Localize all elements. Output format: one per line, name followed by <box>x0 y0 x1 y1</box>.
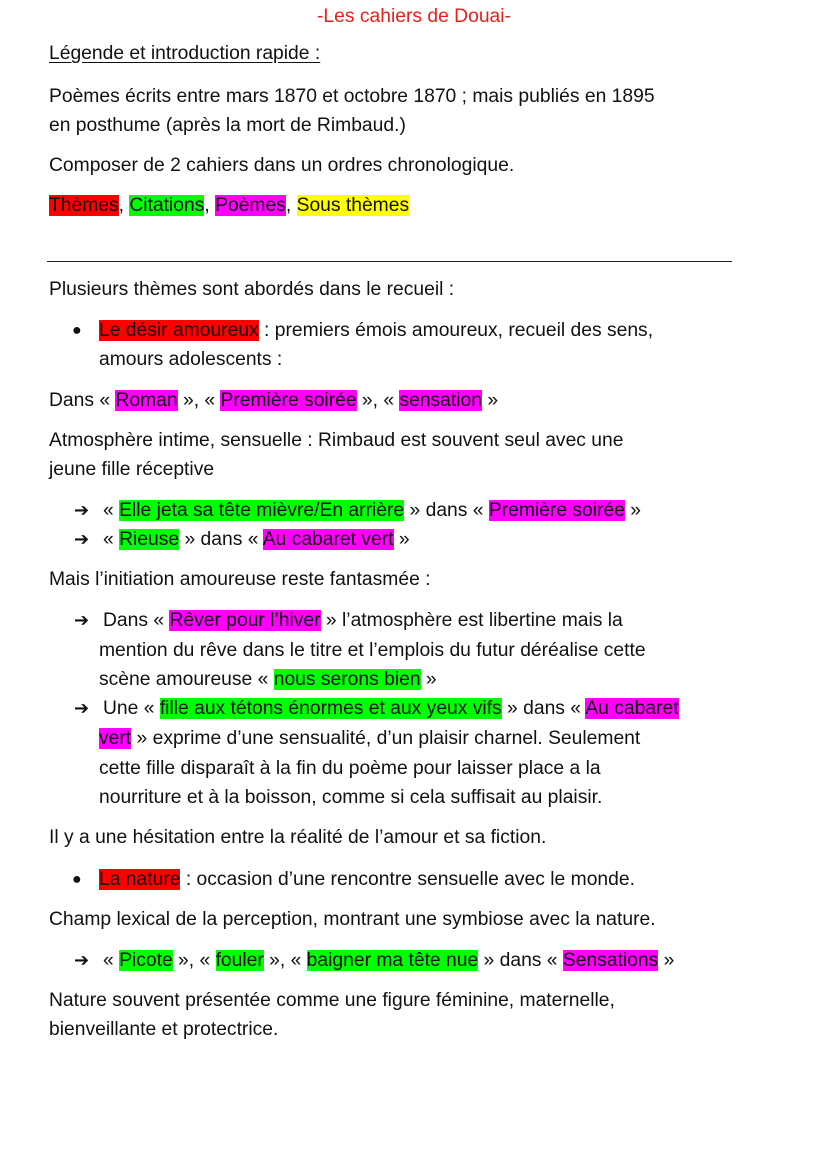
legend-sep: , <box>285 195 297 216</box>
arrow-item-1: « Elle jeta sa tête mièvre/En arrière » dans « Première soirée » <box>103 500 642 521</box>
arrow-item-4-line-4: nourriture et à la boisson, comme si cela suffisait au plaisir. <box>99 787 603 808</box>
legend-themes: Thèmes <box>49 195 119 216</box>
color-legend <box>49 191 409 220</box>
arrow-item-3-line-2: mention du rêve dans le titre et l’emplois du futur déréalise cette <box>99 640 646 661</box>
legend-heading: Légende et introduction rapide : <box>49 43 321 64</box>
arrow-icon: ➔ <box>74 698 90 718</box>
arrow-item-3-line-3: scène amoureuse « nous serons bien » <box>99 669 437 690</box>
poem-au-cabaret-vert: Au cabaret vert <box>262 529 394 550</box>
arrow-item-5: « Picote », « fouler », « baigner ma tête nue » dans « Sensations » <box>103 950 675 971</box>
champ-lexical-line: Champ lexical de la perception, montrant une symbiose avec la nature. <box>49 909 656 930</box>
nature-line-2: bienveillante et protectrice. <box>49 1019 279 1040</box>
dans-poems-line: Dans « Roman », « Première soirée », « sensation » <box>49 390 499 411</box>
legend-citations: Citations <box>129 195 205 216</box>
intro-line-2: en posthume (après la mort de Rimbaud.) <box>49 115 406 136</box>
legend-sep: , <box>118 195 130 216</box>
initiation-line: Mais l’initiation amoureuse reste fantasmée : <box>49 569 431 590</box>
poem-vert: vert <box>99 728 132 749</box>
atmosphere-line-2: jeune fille réceptive <box>49 459 215 480</box>
page-title: -Les cahiers de Douai- <box>317 6 511 27</box>
intro-line-3: Composer de 2 cahiers dans un ordres chronologique. <box>49 155 515 176</box>
theme-la-nature: La nature <box>99 869 181 890</box>
paragraph-themes-intro: Plusieurs thèmes sont abordés dans le recueil : <box>49 279 455 300</box>
arrow-icon: ➔ <box>74 610 90 630</box>
arrow-icon: ➔ <box>74 500 90 520</box>
citation-fouler: fouler <box>215 950 264 971</box>
legend-sep: , <box>204 195 216 216</box>
poem-rever-pour-lhiver: Rêver pour l’hiver <box>169 610 321 631</box>
bullet-icon: ● <box>72 322 82 339</box>
bullet-desir-line-2: amours adolescents : <box>99 349 283 370</box>
arrow-item-4-line-2: vert » exprime d’une sensualité, d’un plaisir charnel. Seulement <box>99 728 641 749</box>
legend-sous-themes: Sous thèmes <box>296 195 410 216</box>
nature-line-1: Nature souvent présentée comme une figure féminine, maternelle, <box>49 990 615 1011</box>
horizontal-divider <box>47 261 732 262</box>
poem-sensation: sensation <box>399 390 482 411</box>
hesitation-line: Il y a une hésitation entre la réalité de l’amour et sa fiction. <box>49 827 547 848</box>
arrow-item-3-line-1: Dans « Rêver pour l’hiver » l’atmosphère est libertine mais la <box>103 610 623 631</box>
poem-sensations: Sensations <box>562 950 659 971</box>
arrow-item-4-line-1: Une « fille aux tétons énormes et aux yeux vifs » dans « Au cabaret <box>103 698 679 719</box>
arrow-icon: ➔ <box>74 529 90 549</box>
citation-nous-serons-bien: nous serons bien <box>273 669 421 690</box>
bullet-nature: La nature : occasion d’une rencontre sensuelle avec le monde. <box>99 869 635 890</box>
legend-poemes: Poèmes <box>215 195 286 216</box>
bullet-icon: ● <box>72 871 82 888</box>
poem-au-cabaret: Au cabaret <box>585 698 679 719</box>
citation-picote: Picote <box>119 950 173 971</box>
citation-fille-aux-tetons: fille aux tétons énormes et aux yeux vifs <box>159 698 502 719</box>
citation-elle-jeta: Elle jeta sa tête mièvre/En arrière <box>119 500 405 521</box>
bullet-desir-amoureux: Le désir amoureux : premiers émois amoureux, recueil des sens, <box>99 320 654 341</box>
poem-premiere-soiree: Première soirée <box>220 390 357 411</box>
intro-line-1: Poèmes écrits entre mars 1870 et octobre 1870 ; mais publiés en 1895 <box>49 86 655 107</box>
arrow-item-2: « Rieuse » dans « Au cabaret vert » <box>103 529 410 550</box>
theme-desir-amoureux: Le désir amoureux <box>99 320 259 341</box>
citation-baigner-ma-tete-nue: baigner ma tête nue <box>306 950 479 971</box>
arrow-item-4-line-3: cette fille disparaît à la fin du poème pour laisser place a la <box>99 758 601 779</box>
poem-premiere-soiree: Première soirée <box>488 500 625 521</box>
arrow-icon: ➔ <box>74 950 90 970</box>
citation-rieuse: Rieuse <box>119 529 180 550</box>
atmosphere-line-1: Atmosphère intime, sensuelle : Rimbaud est souvent seul avec une <box>49 430 624 451</box>
poem-roman: Roman <box>115 390 178 411</box>
